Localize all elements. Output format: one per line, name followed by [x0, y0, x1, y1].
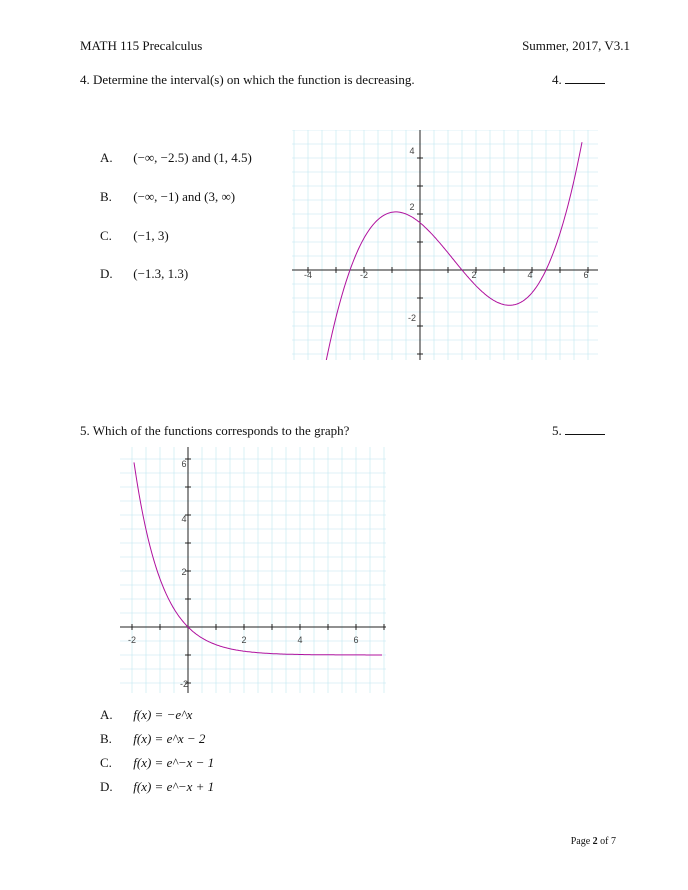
q5-y-tick-2: 2 — [181, 567, 187, 577]
course-title: MATH 115 Precalculus — [80, 38, 203, 53]
q5-y-tick-4: 4 — [181, 514, 187, 524]
q5-exponential-graph — [120, 447, 386, 693]
q4-y-tick-4: 4 — [409, 146, 415, 156]
q5-option-c — [100, 755, 214, 771]
answer-blank-5 — [565, 423, 605, 435]
page-footer — [571, 836, 616, 847]
q5-y-tick-neg2: -2 — [179, 679, 189, 689]
term-label: Summer, 2017, V3.1 — [522, 38, 630, 53]
q4-cubic-graph — [292, 130, 598, 360]
answer-blank-4 — [565, 72, 605, 84]
q5-option-c-text: f(x) = e^−x − 1 — [133, 755, 215, 770]
q4-y-tick-2: 2 — [409, 202, 415, 212]
page-number: 2 — [592, 836, 598, 847]
q5-option-c-letter: C. — [100, 755, 112, 770]
q4-x-tick-neg2: -2 — [359, 270, 369, 280]
q5-option-a-text: f(x) = −e^x — [133, 707, 193, 722]
q4-option-b-text: (−∞, −1) and (3, ∞) — [133, 189, 236, 204]
q5-x-tick-2: 2 — [241, 635, 247, 645]
q4-option-c-text: (−1, 3) — [133, 228, 169, 243]
q4-option-c-letter: C. — [100, 228, 112, 243]
question-5-prompt: 5. Which of the functions corresponds to the graph? — [80, 423, 350, 438]
q5-x-tick-neg2: -2 — [127, 635, 137, 645]
q4-x-tick-4: 4 — [527, 270, 533, 280]
q4-x-tick-neg4: -4 — [303, 270, 313, 280]
question-5-answer — [552, 423, 605, 439]
q4-x-tick-6: 6 — [583, 270, 589, 280]
q5-option-d-letter: D. — [100, 779, 113, 794]
q4-function-curve — [317, 142, 582, 360]
page-prefix: Page — [570, 836, 591, 847]
q4-option-a — [100, 150, 252, 166]
q4-option-a-text: (−∞, −2.5) and (1, 4.5) — [133, 150, 252, 165]
q5-grid — [120, 447, 386, 693]
q5-x-tick-6: 6 — [353, 635, 359, 645]
q4-option-a-letter: A. — [100, 150, 113, 165]
q5-y-tick-6: 6 — [181, 459, 187, 469]
question-4-answer — [552, 72, 605, 88]
q4-option-d-letter: D. — [100, 266, 113, 281]
q4-option-b — [100, 189, 235, 205]
q5-option-d-text: f(x) = e^−x + 1 — [133, 779, 215, 794]
q4-option-c — [100, 228, 169, 244]
q4-grid — [292, 130, 598, 360]
q4-axes — [292, 130, 598, 360]
q4-x-tick-2: 2 — [471, 270, 477, 280]
q4-y-tick-neg2: -2 — [407, 313, 417, 323]
q5-option-a-letter: A. — [100, 707, 113, 722]
q5-option-d — [100, 779, 214, 795]
q5-option-a — [100, 707, 192, 723]
q5-x-tick-4: 4 — [297, 635, 303, 645]
q4-option-b-letter: B. — [100, 189, 112, 204]
question-5-answer-label: 5. — [552, 423, 562, 438]
q5-option-b-letter: B. — [100, 731, 112, 746]
q5-option-b — [100, 731, 205, 747]
q5-option-b-text: f(x) = e^x − 2 — [133, 731, 206, 746]
q4-option-d — [100, 266, 188, 282]
q4-option-d-text: (−1.3, 1.3) — [133, 266, 189, 281]
question-4-prompt: 4. Determine the interval(s) on which the function is decreasing. — [80, 72, 415, 87]
question-4-answer-label: 4. — [552, 72, 562, 87]
page-suffix: of 7 — [600, 836, 616, 847]
